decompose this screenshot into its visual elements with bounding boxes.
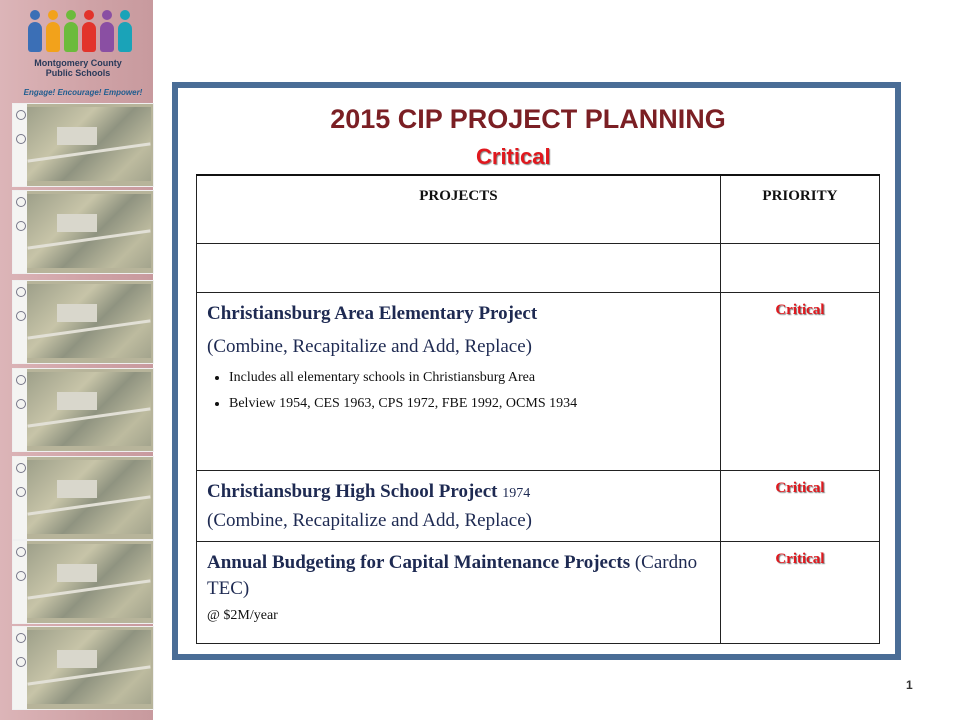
project-table xyxy=(196,174,880,644)
project-title: Annual Budgeting for Capital Maintenance Projects xyxy=(207,551,631,573)
page-number: 1 xyxy=(906,678,913,692)
map-thumbnail xyxy=(12,540,154,624)
table-header-row xyxy=(197,175,880,243)
map-thumbnail xyxy=(12,368,154,452)
header-priority: PRIORITY xyxy=(720,175,879,243)
logo-figure xyxy=(28,22,42,52)
map-thumbnail xyxy=(12,626,154,710)
logo-figure xyxy=(100,22,114,52)
empty-cell xyxy=(197,243,721,292)
project-title: Christiansburg Area Elementary Project xyxy=(207,302,538,324)
table-row xyxy=(197,292,880,470)
project-cell xyxy=(197,541,721,643)
project-title-suffix: (Cardno TEC) xyxy=(207,551,698,599)
slide-title: 2015 CIP PROJECT PLANNING xyxy=(330,104,726,134)
priority-badge: Critical xyxy=(775,301,825,318)
map-thumbnail xyxy=(12,103,154,187)
bullet-item: • Belview 1954, CES 1963, CPS 1972, FBE 1992, OCMS 1934 xyxy=(229,395,710,413)
logo-figure xyxy=(118,22,132,52)
project-title-line xyxy=(207,479,710,507)
district-logo xyxy=(8,8,148,98)
sidebar xyxy=(0,0,153,720)
logo-figure xyxy=(64,22,78,52)
project-subtitle: (Combine, Recapitalize and Add, Replace) xyxy=(207,335,532,357)
empty-cell xyxy=(720,243,879,292)
bullet-item: • Includes all elementary schools in Christiansburg Area xyxy=(229,369,710,387)
logo-name-line2: Public Schools xyxy=(45,68,111,78)
map-thumbnail xyxy=(12,456,154,540)
priority-cell xyxy=(720,541,879,643)
priority-cell xyxy=(720,470,879,541)
project-year: 1974 xyxy=(502,485,531,501)
project-cell xyxy=(197,470,721,541)
logo-tagline: Engage! Encourage! Empower! xyxy=(23,88,143,97)
priority-cell xyxy=(720,292,879,470)
logo-figure xyxy=(82,22,96,52)
table-row-empty xyxy=(197,243,880,292)
map-thumbnail xyxy=(12,280,154,364)
project-subtitle: (Combine, Recapitalize and Add, Replace) xyxy=(207,509,532,531)
project-note: @ $2M/year xyxy=(207,607,278,623)
logo-name xyxy=(8,58,148,78)
priority-badge: Critical xyxy=(775,550,825,567)
project-title: Christiansburg High School Project xyxy=(207,480,498,502)
slide-subtitle: Critical xyxy=(476,144,551,169)
logo-figures xyxy=(24,8,134,56)
header-projects: PROJECTS xyxy=(197,175,721,243)
project-bullets xyxy=(207,369,710,413)
map-thumbnail xyxy=(12,190,154,274)
table-row xyxy=(197,470,880,541)
project-title-line xyxy=(207,550,710,602)
table-row xyxy=(197,541,880,643)
slide-frame xyxy=(172,82,901,660)
logo-name-line1: Montgomery County xyxy=(34,58,122,68)
project-cell xyxy=(197,292,721,470)
priority-badge: Critical xyxy=(775,479,825,496)
logo-figure xyxy=(46,22,60,52)
